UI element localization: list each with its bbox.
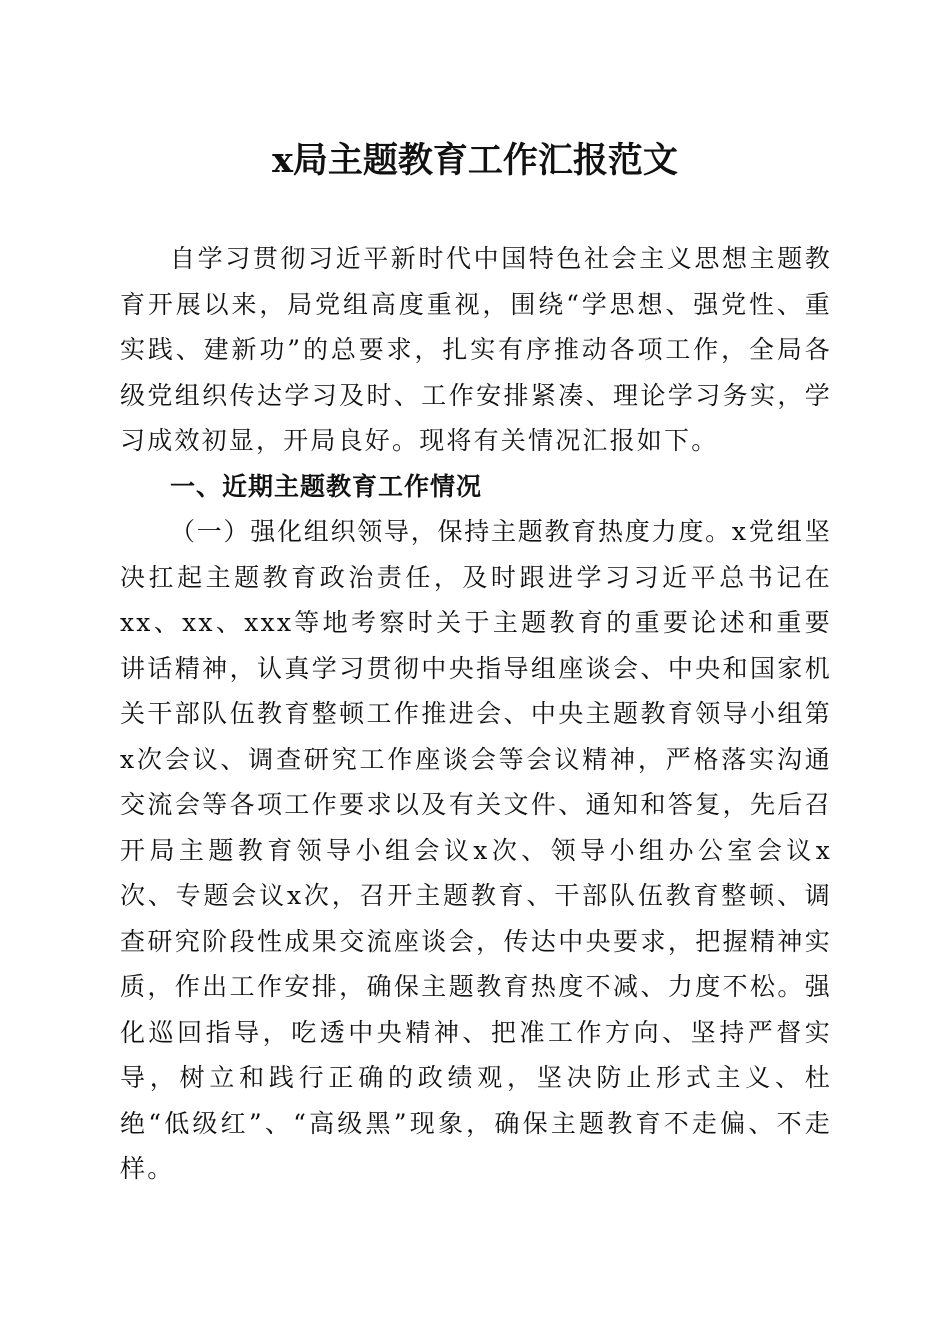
document-body — [120, 236, 832, 1192]
subsection-heading: （一）强化组织领导，保持主题教育热度力度。 — [170, 517, 732, 546]
document-title: x局主题教育工作汇报范文 — [272, 140, 678, 181]
subsection-paragraph — [120, 509, 832, 1192]
subsection-body: x党组坚决扛起主题教育政治责任，及时跟进学习习近平总书记在xx、xx、xxx等地考察时关于主题教育的重要论述和重要讲话精神，认真学习贯彻中央指导组座谈会、中央和国家机关干部队伍教育整顿工作推进会、中央主题教育领导小组第x次会议、调查研究工作座谈会等会议精神，严格落实沟通交流会等各项工作要求以及有关文件、通知和答复，先后召开局主题教育领导小组会议x次、领导小组办公室会议x次、专题会议x次，召开主题教育、干部队伍教育整顿、调查研究阶段性成果交流座谈会，传达中央要求，把握精神实质，作出工作安排，确保主题教育热度不减、力度不松。强化巡回指导，吃透中央精神、把准工作方向、坚持严督实导，树立和践行正确的政绩观，坚决防止形式主义、杜绝“低级红”、“高级黑”现象，确保主题教育不走偏、不走样。 — [120, 517, 832, 1183]
intro-paragraph: 自学习贯彻习近平新时代中国特色社会主义思想主题教育开展以来，局党组高度重视，围绕“学思想、强党性、重实践、建新功”的总要求，扎实有序推动各项工作，全局各级党组织传达学习及时、工作安排紧凑、理论学习务实，学习成效初显，开局良好。现将有关情况汇报如下。 — [120, 244, 832, 455]
section-heading: 一、近期主题教育工作情况 — [170, 471, 483, 501]
